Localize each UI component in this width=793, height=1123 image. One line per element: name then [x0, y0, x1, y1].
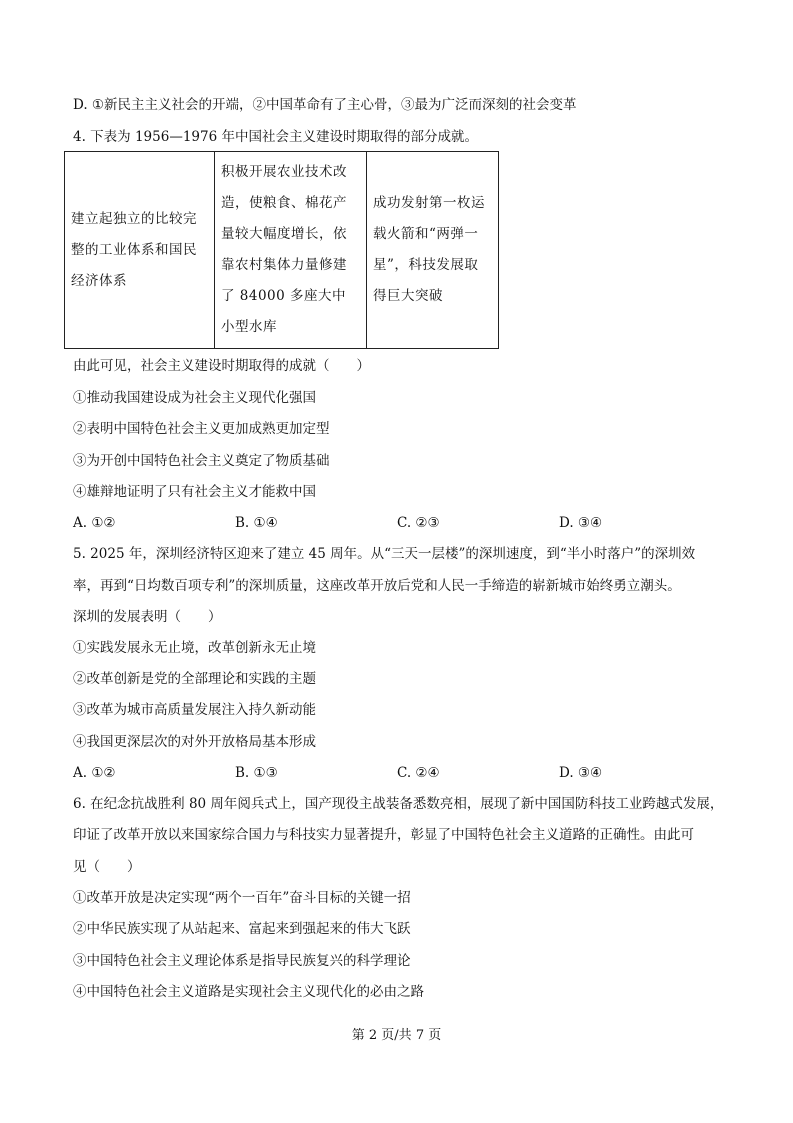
q6-stem-line-3: 见（ ）	[73, 859, 141, 875]
page-number: 第 2 页/共 7 页	[351, 1028, 442, 1043]
q4-stem: 4. 下表为 1956—1976 年中国社会主义建设时期取得的部分成就。	[73, 129, 478, 145]
q5-option-a[interactable]: A. ①②	[73, 765, 116, 781]
q4-question: 由此可见，社会主义建设时期取得的成就（ ）	[73, 358, 370, 374]
q5-item-2: ②改革创新是党的全部理论和实践的主题	[73, 671, 316, 687]
table-row	[65, 152, 499, 349]
q6-item-2: ②中华民族实现了从站起来、富起来到强起来的伟大飞跃	[73, 921, 411, 937]
q3-option-d: D. ①新民主主义社会的开端，②中国革命有了主心骨，③最为广泛而深刻的社会变革	[73, 97, 577, 113]
q6-stem-line-1: 6. 在纪念抗战胜利 80 周年阅兵式上，国产现役主战装备悉数亮相，展现了新中国国防科技工业跨越式发展，	[73, 796, 724, 812]
q5-stem-line-2: 率，再到“日均数百项专利”的深圳质量，这座改革开放后党和人民一手缔造的崭新城市始终勇立潮头。	[73, 578, 681, 594]
q6-stem-line-2: 印证了改革开放以来国家综合国力与科技实力显著提升，彰显了中国特色社会主义道路的正确性。由此可	[73, 827, 694, 843]
q4-option-d[interactable]: D. ③④	[559, 515, 603, 531]
q5-item-4: ④我国更深层次的对外开放格局基本形成	[73, 734, 316, 750]
q5-option-d[interactable]: D. ③④	[559, 765, 603, 781]
q6-item-3: ③中国特色社会主义理论体系是指导民族复兴的科学理论	[73, 953, 411, 969]
q6-item-1: ①改革开放是决定实现“两个一百年”奋斗目标的关键一招	[73, 890, 411, 906]
q4-item-2: ②表明中国特色社会主义更加成熟更加定型	[73, 421, 330, 437]
q4-option-a[interactable]: A. ①②	[73, 515, 116, 531]
q5-stem-line-1: 5. 2025 年，深圳经济特区迎来了建立 45 周年。从“三天一层楼”的深圳速度，到“半小时落户”的深圳效	[73, 546, 696, 562]
q4-item-4: ④雄辩地证明了只有社会主义才能救中国	[73, 484, 316, 500]
q4-item-1: ①推动我国建设成为社会主义现代化强国	[73, 390, 316, 406]
table-cell-industry: 建立起独立的比较完整的工业体系和国民经济体系	[65, 152, 215, 349]
table-cell-technology: 成功发射第一枚运载火箭和“两弹一星”，科技发展取得巨大突破	[367, 152, 499, 349]
q4-item-3: ③为开创中国特色社会主义奠定了物质基础	[73, 453, 330, 469]
q5-question: 深圳的发展表明（ ）	[73, 609, 222, 625]
table-cell-agriculture: 积极开展农业技术改造，使粮食、棉花产量较大幅度增长，依靠农村集体力量修建了 84000 多座大中小型水库	[215, 152, 367, 349]
achievements-table	[64, 151, 499, 349]
q5-option-b[interactable]: B. ①③	[235, 765, 278, 781]
q4-option-c[interactable]: C. ②③	[397, 515, 440, 531]
q5-item-1: ①实践发展永无止境，改革创新永无止境	[73, 640, 316, 656]
q5-option-c[interactable]: C. ②④	[397, 765, 440, 781]
q4-option-b[interactable]: B. ①④	[235, 515, 278, 531]
q6-item-4: ④中国特色社会主义道路是实现社会主义现代化的必由之路	[73, 984, 424, 1000]
q5-item-3: ③改革为城市高质量发展注入持久新动能	[73, 702, 316, 718]
